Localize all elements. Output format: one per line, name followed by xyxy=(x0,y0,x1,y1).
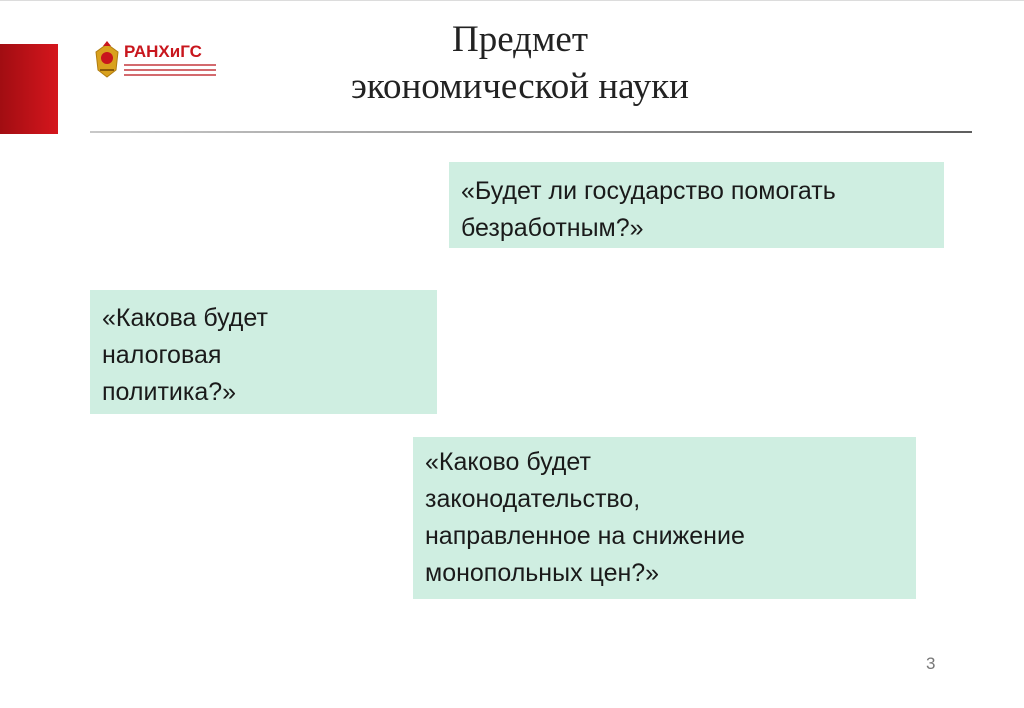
accent-bar xyxy=(0,44,58,134)
question-line: политика?» xyxy=(102,378,237,406)
emblem-icon xyxy=(92,40,122,80)
page-number: 3 xyxy=(926,654,936,673)
logo-caption xyxy=(124,64,216,79)
title-divider xyxy=(90,131,972,133)
question-line: «Какова будет xyxy=(102,304,268,332)
question-box-legislation xyxy=(413,437,916,599)
slide-title xyxy=(330,16,710,110)
title-line: Предмет xyxy=(452,19,588,60)
question-line: монопольных цен?» xyxy=(425,559,660,587)
logo-name: РАНХиГС xyxy=(124,42,202,61)
question-line: направленное на снижение xyxy=(425,522,745,550)
title-line: экономической науки xyxy=(351,66,689,107)
question-box-tax-policy xyxy=(90,290,437,414)
question-line: безработным?» xyxy=(461,214,644,242)
question-line: налоговая xyxy=(102,341,222,369)
question-line: законодательство, xyxy=(425,485,641,513)
question-line: «Каково будет xyxy=(425,448,591,476)
ranepa-logo xyxy=(92,40,232,84)
question-box-unemployed xyxy=(449,162,944,248)
question-line: «Будет ли государство помогать xyxy=(461,177,836,205)
top-rule xyxy=(0,0,1024,1)
